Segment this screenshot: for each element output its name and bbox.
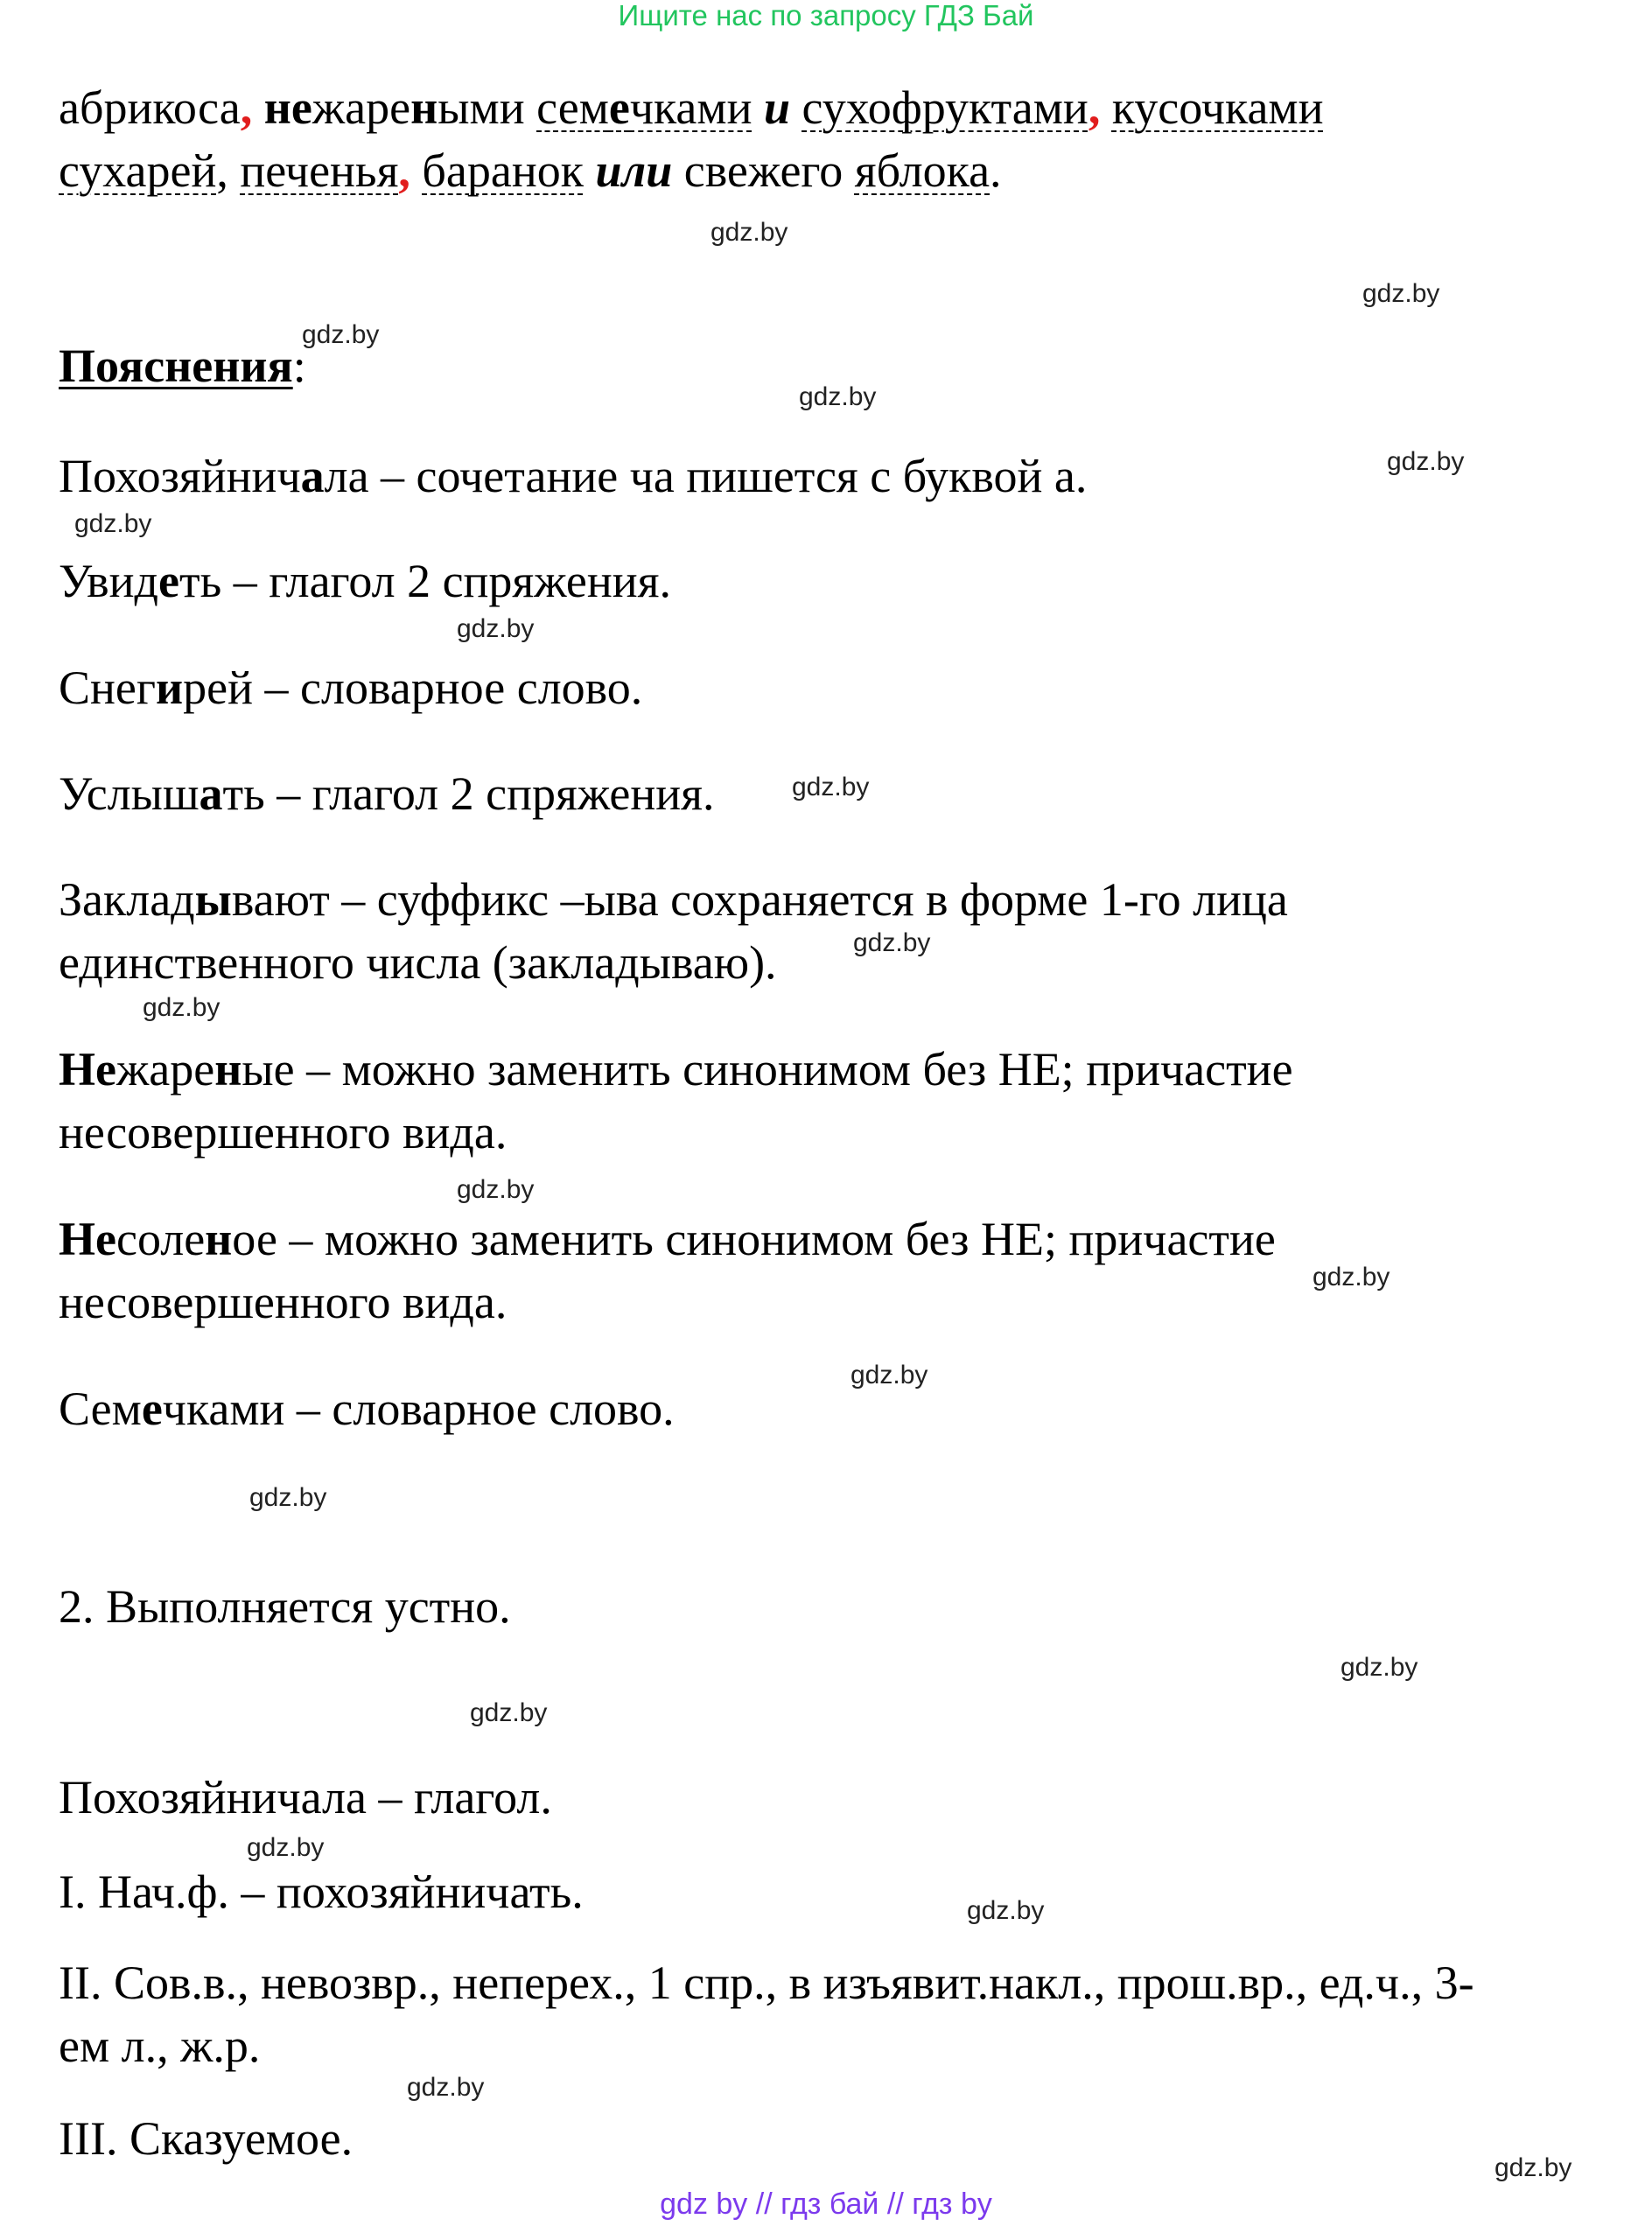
conjunction-i: и [763, 81, 791, 134]
watermark: gdz.by [302, 320, 380, 349]
watermark: gdz.by [1387, 447, 1465, 476]
parse-step-ii-cont: ем л., ж.р. [59, 2020, 261, 2072]
conjunction-ili: или [595, 144, 673, 197]
comma: , [1088, 81, 1101, 134]
sentence-line-2: сухарей, печенья, баранок или свежего яблока. [59, 144, 1002, 197]
explanations-heading: Пояснения: [59, 340, 306, 392]
word-pechenya: печенья [240, 144, 399, 197]
word-baranok: баранок [422, 144, 584, 197]
comma: , [398, 144, 410, 197]
explanation-2: Увидеть – глагол 2 спряжения. [59, 555, 671, 607]
parse-word: Похозяйничала – глагол. [59, 1771, 552, 1824]
watermark: gdz.by [249, 1483, 327, 1512]
explanation-5: Закладывают – суффикс –ыва сохраняется в форме 1-го лица [59, 873, 1288, 926]
word-semechkami: семечками [536, 81, 752, 134]
sentence-line-1: абрикоса, нежареными семечками и сухофруктами, кусочками [59, 81, 1324, 134]
watermark: gdz.by [792, 773, 870, 802]
word-abrikosa: абрикоса [59, 81, 241, 134]
word-kusochkami: кусочками [1111, 81, 1324, 134]
watermark: gdz.by [457, 1175, 535, 1204]
word-sukharey: сухарей [59, 144, 217, 197]
watermark: gdz.by [1340, 1653, 1418, 1682]
heading-title: Пояснения [59, 340, 293, 392]
explanation-6: Нежареные – можно заменить синонимом без НЕ; причастие [59, 1043, 1293, 1096]
watermark: gdz.by [853, 928, 931, 957]
watermark: gdz.by [1362, 279, 1440, 308]
explanation-3: Снегирей – словарное слово. [59, 662, 643, 714]
word-svezhego: свежего [683, 144, 844, 197]
watermark: gdz.by [143, 993, 220, 1022]
watermark: gdz.by [799, 382, 877, 411]
watermark: gdz.by [710, 218, 788, 247]
word-sukhofruktami: сухофруктами [802, 81, 1088, 134]
footer-links[interactable]: gdz by // гдз бай // гдз by [660, 2188, 992, 2221]
top-banner[interactable]: Ищите нас по запросу ГДЗ Бай [618, 0, 1034, 32]
explanation-6-cont: несовершенного вида. [59, 1106, 508, 1158]
explanation-7: Несоленое – можно заменить синонимом без НЕ; причастие [59, 1213, 1276, 1265]
watermark: gdz.by [967, 1896, 1045, 1925]
explanation-4: Услышать – глагол 2 спряжения. [59, 767, 715, 820]
parse-step-iii: III. Сказуемое. [59, 2112, 354, 2165]
word-yabloka: яблока [854, 144, 990, 197]
comma: , [240, 81, 253, 134]
watermark: gdz.by [247, 1833, 325, 1862]
watermark: gdz.by [457, 614, 535, 643]
explanation-1: Похозяйничала – сочетание ча пишется с буквой а. [59, 450, 1088, 502]
explanation-5-cont: единственного числа (закладываю). [59, 936, 777, 989]
watermark: gdz.by [470, 1698, 548, 1727]
watermark: gdz.by [407, 2073, 485, 2102]
word-nezharenymi-ne: не [263, 81, 312, 134]
watermark: gdz.by [850, 1361, 928, 1390]
watermark: gdz.by [74, 509, 152, 538]
task-2: 2. Выполняется устно. [59, 1580, 511, 1633]
parse-step-ii: II. Сов.в., невозвр., неперех., 1 спр., в изъявит.накл., прош.вр., ед.ч., 3- [59, 1956, 1474, 2009]
explanation-7-cont: несовершенного вида. [59, 1276, 508, 1328]
watermark: gdz.by [1312, 1263, 1390, 1292]
explanation-8: Семечками – словарное слово. [59, 1382, 675, 1435]
parse-step-i: I. Нач.ф. – похозяйничать. [59, 1866, 584, 1918]
watermark: gdz.by [1494, 2153, 1572, 2182]
